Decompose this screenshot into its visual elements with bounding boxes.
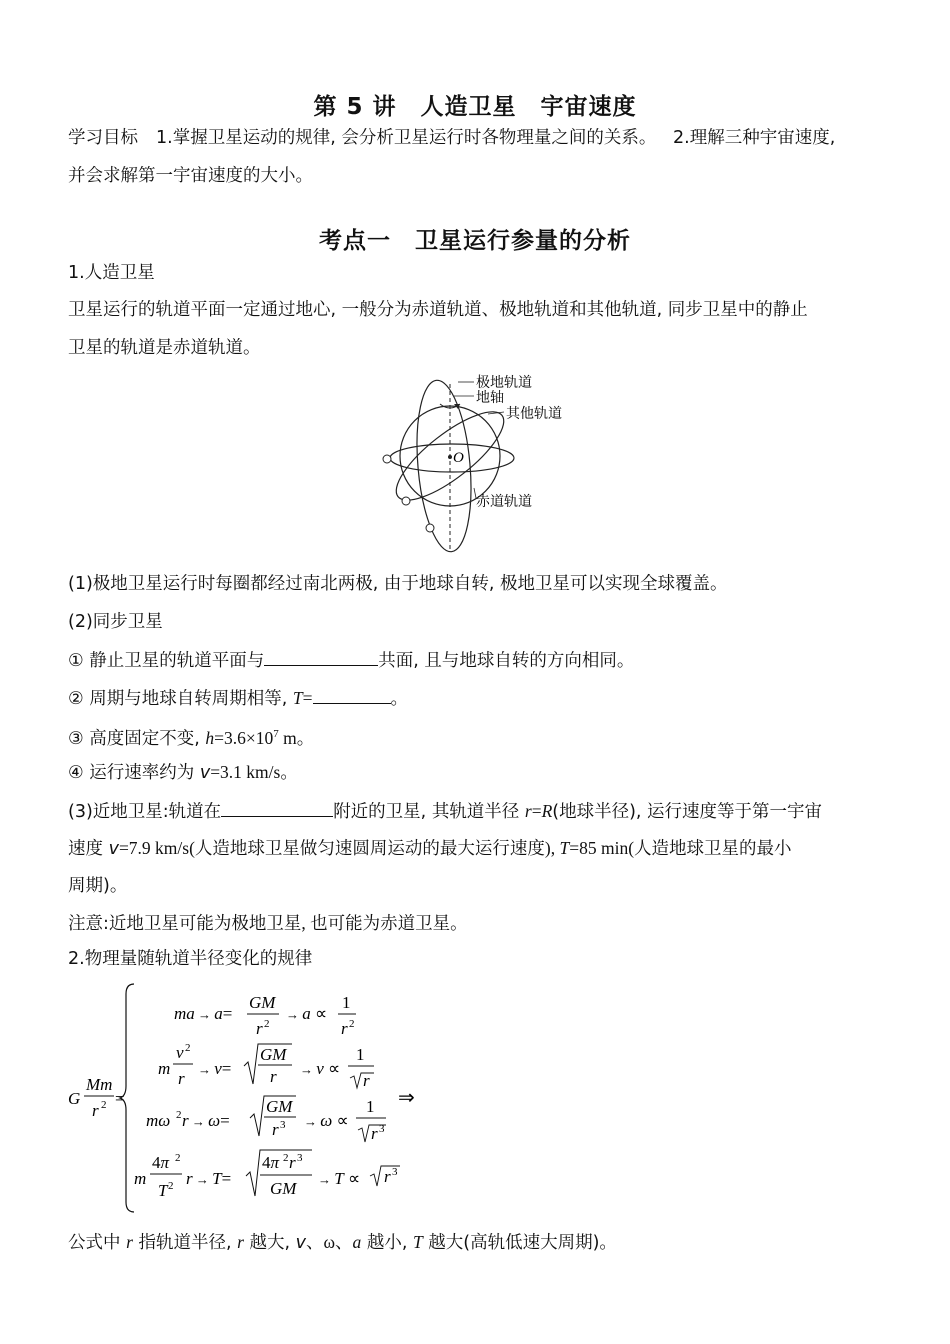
objective-1: 1.掌握卫星运动的规律, 会分析卫星运行时各物理量之间的关系。 (156, 128, 657, 148)
svg-text:4π: 4π (262, 1153, 280, 1172)
satellite-polar (426, 524, 434, 532)
svg-text:GM: GM (266, 1097, 293, 1116)
section-heading: 考点一 卫星运行参量的分析 (319, 228, 631, 254)
svg-text:2: 2 (175, 1152, 181, 1164)
svg-text:3: 3 (392, 1166, 398, 1178)
center-dot (448, 455, 452, 459)
equatorial-orbit (390, 444, 514, 472)
svg-text:→ a ∝: → a ∝ (286, 1004, 328, 1023)
svg-text:2: 2 (168, 1180, 174, 1192)
point-3-line-3: 周期)。 (68, 876, 128, 896)
sync-item-4: ④ 运行速率约为 v=3.1 km/s。 (68, 762, 298, 783)
sync-item-2: ② 周期与地球自转周期相等, T= 。 (68, 685, 408, 711)
sync-item-1: ① 静止卫星的轨道平面与 共面, 且与地球自转的方向相同。 (68, 647, 634, 673)
svg-text:r → ω=: r → ω= (182, 1111, 230, 1130)
center-label: O (453, 450, 464, 466)
polar-orbit (411, 378, 478, 554)
svg-text:→ ω ∝: → ω ∝ (304, 1111, 349, 1130)
svg-text:T: T (158, 1181, 168, 1200)
formula-row-3 (146, 1096, 386, 1143)
point-2: (2)同步卫星 (68, 612, 163, 632)
svg-text:GM: GM (260, 1045, 287, 1064)
objectives-label: 学习目标 (68, 128, 138, 148)
svg-text:→ v ∝: → v ∝ (300, 1059, 341, 1078)
svg-text:r: r (289, 1153, 296, 1172)
orbit-diagram (378, 370, 578, 556)
point-1: (1)极地卫星运行时每圈都经过南北两极, 由于地球自转, 极地卫星可以实现全球覆盖。 (68, 574, 728, 594)
svg-text:m: m (134, 1169, 147, 1188)
svg-text:→ T ∝: → T ∝ (318, 1169, 361, 1188)
paragraph-orbit-2: 卫星的轨道是赤道轨道。 (68, 338, 261, 358)
svg-text:r: r (256, 1019, 263, 1038)
paragraph-orbit-1: 卫星运行的轨道平面一定通过地心, 一般分为赤道轨道、极地轨道和其他轨道, 同步卫星中的静止 (68, 300, 808, 320)
formula-row-1 (174, 993, 356, 1038)
sync-item-3: ③ 高度固定不变, $h=3.6\times 10^7$ m。 (68, 727, 315, 749)
svg-text:3: 3 (280, 1119, 286, 1131)
formula-lhs-r: r (92, 1101, 99, 1120)
formula-lhs-eq: = (115, 1089, 125, 1108)
conclusion-line: 公式中 r 指轨道半径, r 越大, v、ω、a 越小, T 越大(高轨低速大周期)。 (68, 1232, 617, 1253)
formula-block (64, 978, 444, 1218)
objectives-line-2: 并会求解第一宇宙速度的大小。 (68, 166, 313, 186)
svg-text:2: 2 (185, 1042, 191, 1054)
svg-text:r: r (384, 1167, 391, 1186)
subsection-1-title: 1.人造卫星 (68, 263, 155, 283)
satellite-equatorial (383, 455, 391, 463)
label-earth-axis: 地轴 (476, 390, 504, 406)
svg-text:2: 2 (264, 1018, 270, 1030)
fill-blank-2[interactable] (313, 685, 391, 704)
implies-arrow-icon: ⇒ (398, 1087, 415, 1109)
formula-lhs-exp: 2 (101, 1099, 107, 1111)
svg-text:mω: mω (146, 1111, 171, 1130)
svg-text:→ v=: → v= (198, 1059, 232, 1078)
formula-lhs-Mm: Mm (86, 1075, 113, 1094)
objectives-line-1 (68, 126, 835, 150)
svg-text:r: r (272, 1120, 279, 1139)
svg-text:GM: GM (249, 993, 276, 1012)
note-label: 注意: (68, 914, 109, 934)
formula-row-4 (134, 1150, 400, 1200)
point-3-line-2: 速度 v=7.9 km/s(人造地球卫星做匀速圆周运动的最大运行速度), T=85 min(人造地球卫星的最小 (68, 838, 792, 859)
fill-blank-1[interactable] (264, 647, 378, 666)
fill-blank-3[interactable] (221, 798, 333, 817)
svg-text:r → T=: r → T= (186, 1169, 232, 1188)
svg-text:r: r (270, 1067, 277, 1086)
page-title: 第 5 讲 人造卫星 宇宙速度 (313, 94, 637, 120)
formula-row-2 (158, 1042, 374, 1090)
note-line (68, 911, 468, 936)
svg-text:m: m (158, 1059, 171, 1078)
satellite-other (402, 497, 410, 505)
label-equatorial-orbit: 赤道轨道 (476, 494, 532, 510)
svg-text:ma → a=: ma → a= (174, 1004, 233, 1023)
subsection-2-title: 2.物理量随轨道半径变化的规律 (68, 949, 313, 969)
svg-text:2: 2 (349, 1018, 355, 1030)
svg-text:2: 2 (176, 1109, 182, 1121)
svg-text:v: v (176, 1043, 184, 1062)
svg-text:1: 1 (366, 1097, 375, 1116)
svg-text:r: r (178, 1069, 185, 1088)
label-other-orbit: 其他轨道 (506, 406, 562, 422)
svg-text:1: 1 (342, 993, 351, 1012)
svg-text:r: r (363, 1071, 370, 1090)
svg-text:r: r (371, 1124, 378, 1143)
label-polar-orbit: 极地轨道 (476, 375, 532, 391)
formula-lhs-G: G (68, 1089, 81, 1108)
svg-text:3: 3 (379, 1123, 385, 1135)
svg-text:2: 2 (283, 1152, 289, 1164)
point-3-line-1: (3)近地卫星:轨道在 附近的卫星, 其轨道半径 r=R(地球半径), 运行速度等于第一宇宙 (68, 798, 822, 824)
note-text: 近地卫星可能为极地卫星, 也可能为赤道卫星。 (108, 913, 468, 933)
svg-text:1: 1 (356, 1045, 365, 1064)
svg-text:r: r (341, 1019, 348, 1038)
svg-text:GM: GM (270, 1179, 297, 1198)
svg-text:3: 3 (297, 1152, 303, 1164)
objective-2: 2.理解三种宇宙速度, (673, 128, 836, 148)
svg-text:4π: 4π (152, 1153, 170, 1172)
